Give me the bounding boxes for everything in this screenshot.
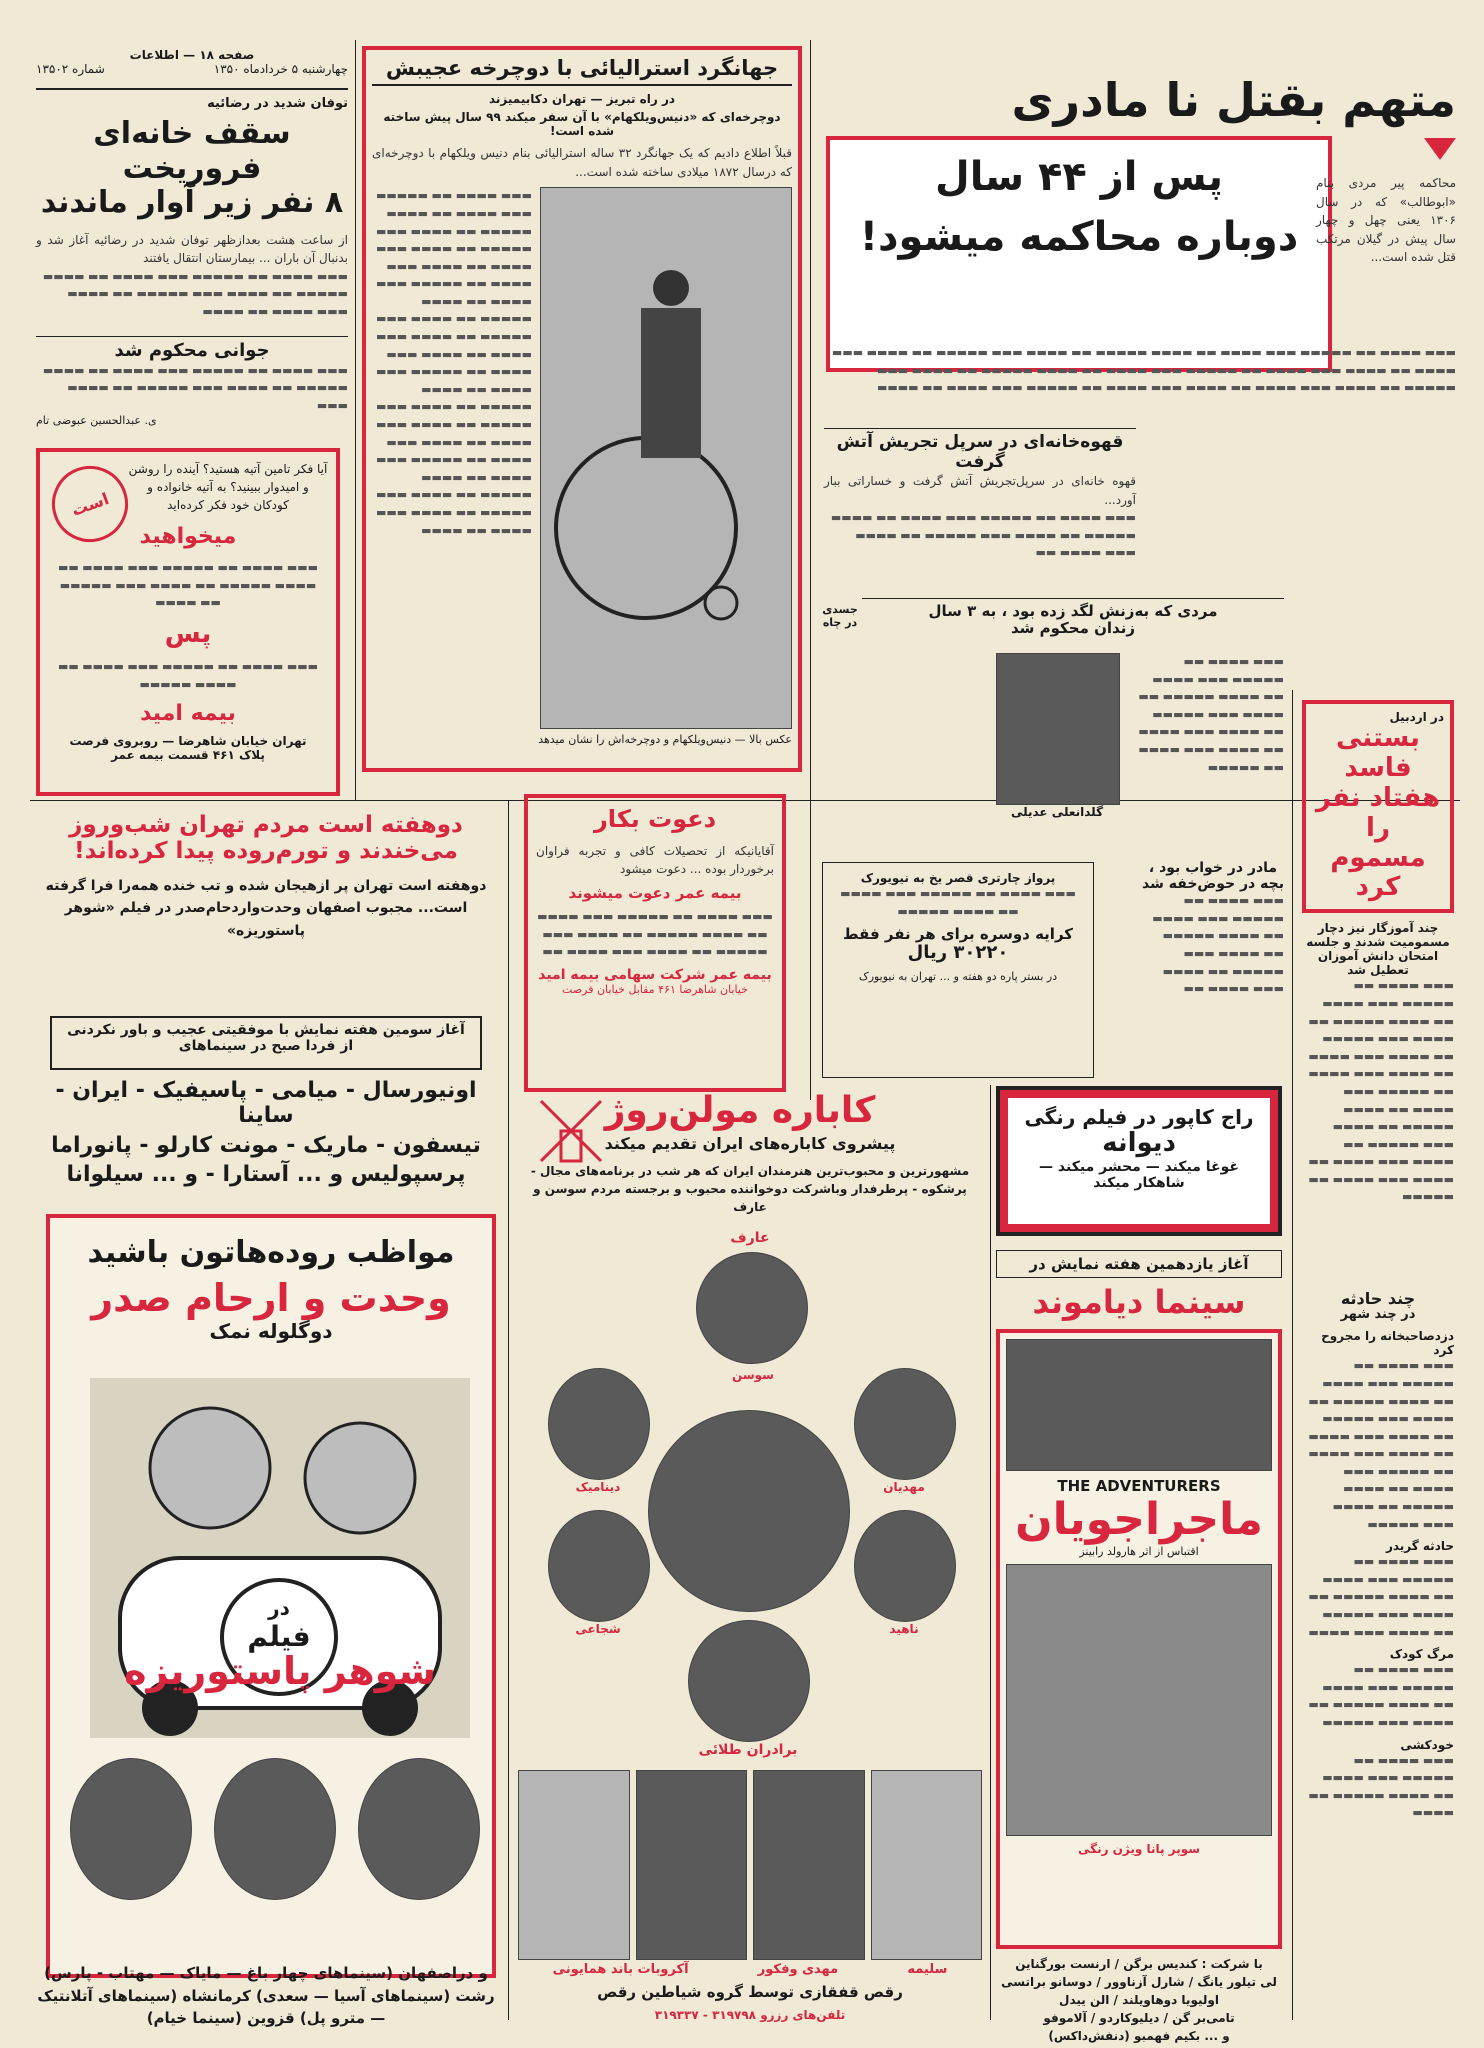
insurance-ad bbox=[36, 448, 340, 796]
ardabil-body: ▬▬▬ ▬▬▬▬ ▬▬ ▬▬▬▬▬ ▬▬▬ ▬▬▬▬ ▬▬ ▬▬▬▬ ▬▬▬▬▬ ▬▬ ▬▬▬▬ ▬▬▬ ▬▬▬▬▬ ▬▬ ▬▬▬▬ ▬▬▬ ▬▬▬▬ ▬▬ ▬▬▬▬ ▬▬▬ ▬▬▬▬ ▬▬ ▬▬▬▬▬ ▬▬▬ ▬▬▬▬ ▬▬ ▬▬▬▬ ▬▬▬▬▬ ▬▬ ▬▬▬▬ ▬▬▬ ▬▬▬▬▬ ▬▬ ▬▬▬▬ ▬▬▬ ▬▬▬▬ ▬▬ ▬▬▬▬ ▬▬▬ ▬▬▬▬ ▬▬ ▬▬▬▬▬ bbox=[1308, 979, 1454, 1204]
drowning-body: ▬▬▬ ▬▬▬▬ ▬▬ ▬▬▬▬▬ ▬▬▬ ▬▬▬▬ ▬▬ ▬▬▬▬ ▬▬▬▬▬ ▬▬ ▬▬▬▬ ▬▬▬ ▬▬▬▬▬ ▬▬ ▬▬▬▬ ▬▬▬ ▬▬▬▬ ▬▬ bbox=[1152, 894, 1284, 996]
adventurers-photo-main bbox=[1006, 1564, 1272, 1836]
storm-headline-1: سقف خانه‌ای فروریخت bbox=[93, 116, 291, 186]
murder-headline-1: مردی که به‌زنش لگد زده بود ، به ۳ سال bbox=[928, 602, 1218, 620]
storm-body: از ساعت هشت بعدازظهر توفان شدید در رضائیه آغاز شد و بدنبال آن باران ... بیمارستان انتقال یافتند bbox=[36, 232, 348, 266]
main-body-filler: ▬▬▬ ▬▬▬▬ ▬▬ ▬▬▬▬▬ ▬▬▬ ▬▬▬▬ ▬▬ ▬▬▬▬ ▬▬▬▬▬ ▬▬ ▬▬▬▬ ▬▬▬ ▬▬▬▬▬ ▬▬ ▬▬▬▬ ▬▬▬ ▬▬▬▬ ▬▬ ▬▬▬▬ ▬▬▬ ▬▬▬▬ ▬▬ ▬▬▬▬▬ ▬▬▬ ▬▬▬▬ ▬▬ ▬▬▬▬ ▬▬▬▬▬ ▬▬ ▬▬▬▬ ▬▬▬ ▬▬▬▬▬ ▬▬ ▬▬▬▬ ▬▬▬ ▬▬▬▬ ▬▬ ▬▬▬▬ ▬▬▬ ▬▬▬▬ ▬▬ ▬▬▬▬▬ ▬▬▬ ▬▬▬▬ ▬▬ ▬▬▬▬ bbox=[831, 346, 1456, 395]
performer-bottom-photo bbox=[688, 1620, 810, 1742]
murder-article bbox=[862, 598, 1284, 858]
film-husband-cities bbox=[36, 1962, 496, 2032]
comedy-headline-1: دوهفته است مردم تهران شب‌وروز bbox=[69, 812, 463, 838]
ardabil-sub: چند آموزگار نیز دچار مسمومیت شدند و جلسه امتحان دانش آموزان تعطیل شد bbox=[1306, 921, 1450, 978]
well-article bbox=[822, 604, 858, 854]
cabaret-footer: رقص قفقازی توسط گروه شیاطین رقص bbox=[597, 1983, 903, 2001]
actor-photo bbox=[214, 1758, 336, 1900]
penny-farthing-illustration bbox=[541, 188, 791, 728]
film-husband-cities-2: رشت (سینماهای آسیا — سعدی) کرمانشاه (سینماهای آتلانتیک — مترو پل) قزوین (سینما خیام) bbox=[37, 1986, 495, 2027]
job-company-highlight: بیمه عمر دعوت میشوند bbox=[568, 883, 742, 902]
cafe-fire-filler: ▬▬▬ ▬▬▬▬ ▬▬ ▬▬▬▬▬ ▬▬▬ ▬▬▬▬ ▬▬ ▬▬▬▬ ▬▬▬▬▬ ▬▬ ▬▬▬▬ ▬▬▬ ▬▬▬▬▬ ▬▬ ▬▬▬▬ ▬▬▬ ▬▬▬▬ ▬▬ bbox=[830, 511, 1136, 560]
comedy-headline-2: می‌خندند و تورم‌روده پیدا کرده‌اند! bbox=[74, 838, 458, 865]
storm-body-filler: ▬▬▬ ▬▬▬▬ ▬▬ ▬▬▬▬▬ ▬▬▬ ▬▬▬▬ ▬▬ ▬▬▬▬ ▬▬▬▬▬ ▬▬ ▬▬▬▬ ▬▬▬ ▬▬▬▬▬ ▬▬ ▬▬▬▬ ▬▬▬ ▬▬▬▬ ▬▬ ▬▬▬▬ bbox=[42, 269, 348, 318]
issue-date: چهارشنبه ۵ خردادماه ۱۳۵۰ bbox=[213, 62, 348, 76]
incident-2-body: ▬▬▬ ▬▬▬▬ ▬▬ ▬▬▬▬▬ ▬▬▬ ▬▬▬▬ ▬▬ ▬▬▬▬ ▬▬▬▬▬ ▬▬ ▬▬▬▬ ▬▬▬ ▬▬▬▬▬ ▬▬ ▬▬▬▬ ▬▬▬ ▬▬▬▬ bbox=[1308, 1555, 1454, 1639]
performer-r1-name: دینامیک bbox=[575, 1480, 621, 1494]
cabaret-bottom-photos bbox=[518, 1770, 982, 1960]
incident-1-body: ▬▬▬ ▬▬▬▬ ▬▬ ▬▬▬▬▬ ▬▬▬ ▬▬▬▬ ▬▬ ▬▬▬▬ ▬▬▬▬▬ ▬▬ ▬▬▬▬ ▬▬▬ ▬▬▬▬▬ ▬▬ ▬▬▬▬ ▬▬▬ ▬▬▬▬ ▬▬ ▬▬▬▬ ▬▬▬ ▬▬▬▬ ▬▬ ▬▬▬▬▬ ▬▬▬ ▬▬▬▬ ▬▬ ▬▬▬▬ ▬▬▬▬▬ ▬▬ ▬▬▬▬ ▬▬▬ ▬▬▬▬▬ bbox=[1308, 1359, 1454, 1531]
incidents-column bbox=[1302, 1290, 1454, 2030]
performer-b1-name: سلیمه bbox=[907, 1962, 948, 1977]
cinema-list bbox=[36, 1078, 496, 1208]
adventurers-cast-4: تامی‌بر گن / دیلیوکاردو / آلاموفو bbox=[1043, 2010, 1235, 2025]
column-rule bbox=[990, 1085, 991, 2020]
insurance-want: میخواهید bbox=[139, 524, 237, 549]
performer-l1-photo bbox=[854, 1368, 956, 1480]
cyclist-body-filler: ▬▬▬ ▬▬▬▬ ▬▬ ▬▬▬▬▬ ▬▬▬ ▬▬▬▬ ▬▬ ▬▬▬▬ ▬▬▬▬▬ ▬▬ ▬▬▬▬ ▬▬▬ ▬▬▬▬▬ ▬▬ ▬▬▬▬ ▬▬▬ ▬▬▬▬ ▬▬ ▬▬▬▬ ▬▬▬ ▬▬▬▬ ▬▬ ▬▬▬▬▬ ▬▬▬ ▬▬▬▬ ▬▬ ▬▬▬▬ ▬▬▬▬▬ ▬▬ ▬▬▬▬ ▬▬▬ ▬▬▬▬▬ ▬▬ ▬▬▬▬ ▬▬▬ ▬▬▬▬ ▬▬ ▬▬▬▬ ▬▬▬ ▬▬▬▬ ▬▬ ▬▬▬▬▬ ▬▬▬ ▬▬▬▬ ▬▬ ▬▬▬▬ ▬▬▬▬▬ ▬▬ ▬▬▬▬ ▬▬▬ ▬▬▬▬▬ ▬▬ ▬▬▬▬ ▬▬▬ ▬▬▬▬ ▬▬ ▬▬▬▬ ▬▬▬ ▬▬▬▬ ▬▬ ▬▬▬▬▬ ▬▬▬ ▬▬▬▬ ▬▬ ▬▬▬▬ ▬▬▬▬▬ ▬▬ ▬▬▬▬ ▬▬▬ ▬▬▬▬▬ ▬▬ ▬▬▬▬ ▬▬▬ ▬▬▬▬ ▬▬ ▬▬▬▬ bbox=[376, 189, 532, 537]
storm-kicker: توفان شدید در رضائیه bbox=[207, 96, 348, 111]
well-headline: جسدی در چاه bbox=[822, 603, 858, 629]
youth-headline: جوانی محکوم شد bbox=[114, 340, 270, 361]
flight-ad bbox=[822, 862, 1094, 1078]
ardabil-kicker: در اردبیل bbox=[1389, 710, 1444, 724]
raj-line-1: راج کاپور در فیلم رنگی bbox=[1024, 1105, 1254, 1129]
performer-b2-photo bbox=[753, 1770, 865, 1960]
adventurers-photo-top bbox=[1006, 1339, 1272, 1471]
cabaret-phone: تلفن‌های رزرو ۳۱۹۷۹۸ - ۳۱۹۳۳۷ bbox=[654, 2008, 846, 2022]
adventurers-cast-1: با شرکت : کندیس برگن / ارنست بورگناین bbox=[1015, 1956, 1263, 1971]
actor-photo bbox=[70, 1758, 192, 1900]
insurance-company: بیمه امید bbox=[140, 701, 236, 727]
windmill-icon bbox=[536, 1096, 606, 1166]
performer-top-name: عارف bbox=[730, 1230, 770, 1246]
performer-b3-photo bbox=[636, 1770, 748, 1960]
incidents-title: چند حادثه bbox=[1340, 1289, 1416, 1308]
adventurers-cinema: سینما دیاموند bbox=[1032, 1283, 1246, 1321]
job-headline: دعوت بکار bbox=[593, 805, 717, 833]
cabaret-sub: پیشروی کاباره‌های ایران تقدیم میکند bbox=[604, 1134, 896, 1154]
red-arrow-icon bbox=[1424, 138, 1456, 160]
stamp-badge: است bbox=[41, 455, 138, 552]
flight-line-1: پرواز چارتری قصر یخ به نیویورک bbox=[860, 871, 1056, 885]
performer-bottom-name: برادران طلائی bbox=[698, 1742, 798, 1758]
performer-b4-photo bbox=[518, 1770, 630, 1960]
cabaret-bottom-names bbox=[518, 1962, 982, 1977]
film-badge-2: فیلم bbox=[247, 1620, 311, 1653]
insurance-address: تهران خیابان شاهرضا — روبروی فرصت bbox=[69, 734, 307, 749]
convict-photo bbox=[996, 653, 1120, 805]
performer-l2-name: ناهید bbox=[889, 1622, 919, 1636]
spacer bbox=[826, 598, 858, 599]
adventurers-cast bbox=[996, 1955, 1282, 2045]
incident-1-title: دزدصاحبخانه را مجروح کرد bbox=[1321, 1329, 1454, 1358]
cyclist-photo bbox=[540, 187, 792, 729]
murder-body: ▬▬▬ ▬▬▬▬ ▬▬ ▬▬▬▬▬ ▬▬▬ ▬▬▬▬ ▬▬ ▬▬▬▬ ▬▬▬▬▬ ▬▬ ▬▬▬▬ ▬▬▬ ▬▬▬▬▬ ▬▬ ▬▬▬▬ ▬▬▬ ▬▬▬▬ ▬▬ ▬▬▬▬ ▬▬▬ ▬▬▬▬ ▬▬ ▬▬▬▬▬ bbox=[1138, 655, 1284, 774]
performer-r1-photo bbox=[548, 1368, 650, 1480]
issue-number: شماره ۱۳۵۰۲ bbox=[36, 62, 105, 76]
performer-r2-photo bbox=[548, 1510, 650, 1622]
youth-body: ▬▬▬ ▬▬▬▬ ▬▬ ▬▬▬▬▬ ▬▬▬ ▬▬▬▬ ▬▬ ▬▬▬▬ ▬▬▬▬▬ ▬▬ ▬▬▬▬ ▬▬▬ ▬▬▬▬▬ ▬▬ ▬▬▬▬ ▬▬▬ bbox=[42, 363, 348, 412]
page-number: صفحه ۱۸ — اطلاعات bbox=[129, 48, 255, 62]
film-badge-1: در bbox=[268, 1596, 290, 1620]
adventurers-badge: سوپر پانا ویژن رنگی bbox=[1077, 1842, 1201, 1857]
comedy-start-box: آغاز سومین هفته نمایش با موفقیتی عجیب و باور نکردنی از فردا صبح در سینماهای bbox=[50, 1016, 482, 1070]
incident-3-title: مرگ کودک bbox=[1389, 1647, 1454, 1662]
cafe-fire-headline: قهوه‌خانه‌ای در سرپل تجریش آتش گرفت bbox=[836, 432, 1124, 472]
comedy-body: دوهفته است تهران پر ازهیجان شده و تب خنده همه‌را فرا گرفته است... مجبوب اصفهان وحدت‌واردحام‌صدر در فیلم «شوهر پاستوریزه» bbox=[45, 877, 487, 939]
film-husband-tagline: مواظب روده‌هاتون باشید bbox=[87, 1235, 455, 1270]
cabaret-ad bbox=[518, 1090, 982, 2035]
main-body: محاکمه پیر مردی بنام «ابوطالب» که در سال ۱۳۰۶ یعنی چهل و چهار سال پیش در گیلان مرتکب قتل شده است... bbox=[1316, 176, 1456, 265]
insurance-body-2: ▬▬▬ ▬▬▬▬ ▬▬ ▬▬▬▬▬ ▬▬▬ ▬▬▬▬ ▬▬ ▬▬▬▬ ▬▬▬▬▬ bbox=[57, 659, 319, 691]
flight-line-2: کرایه دوسره برای هر نفر فقط bbox=[842, 925, 1074, 944]
adventurers-fa-title: ماجراجویان bbox=[1015, 1493, 1263, 1545]
cinema-list-line-2: تیسفون - ماریک - مونت کارلو - پانوراما bbox=[51, 1132, 481, 1158]
adventurers-en-title: THE ADVENTURERS bbox=[1057, 1476, 1221, 1495]
adventurers-cast-5: و ... بکیم فهمبو (دنفش‌داکس) bbox=[1048, 2028, 1230, 2043]
cyclist-article bbox=[362, 46, 802, 772]
job-body-filler: ▬▬▬ ▬▬▬▬ ▬▬ ▬▬▬▬▬ ▬▬▬ ▬▬▬▬ ▬▬ ▬▬▬▬ ▬▬▬▬▬ ▬▬ ▬▬▬▬ ▬▬▬ ▬▬▬▬▬ ▬▬ ▬▬▬▬ ▬▬▬ ▬▬▬▬ ▬▬ bbox=[537, 910, 773, 959]
cyclist-caption: عکس بالا — دنیس‌ویلکهام و دوچرخه‌اش را نشان میدهد bbox=[538, 733, 792, 747]
cabaret-title: کاباره مولن‌روژ bbox=[604, 1090, 876, 1131]
drowning-headline-2: بچه در حوض‌خفه شد bbox=[1142, 876, 1284, 893]
cyclist-sub-2: دوچرخه‌ای که «دنیس‌ویلکهام» با آن سفر میکند ۹۹ سال پیش ساخته شده است! bbox=[383, 110, 781, 139]
performer-center-name: سوسن bbox=[732, 1368, 774, 1382]
ardabil-headline-3: مسموم کرد bbox=[1330, 842, 1426, 903]
film-husband-photos bbox=[70, 1758, 480, 1898]
adventurers-head: آغاز یازدهمین هفته نمایش در bbox=[996, 1250, 1282, 1278]
ardabil-headline-2: هفتاد نفر را bbox=[1315, 782, 1441, 843]
actor-photo bbox=[358, 1758, 480, 1900]
insurance-body: ▬▬▬ ▬▬▬▬ ▬▬ ▬▬▬▬▬ ▬▬▬ ▬▬▬▬ ▬▬ ▬▬▬▬ ▬▬▬▬▬ ▬▬ ▬▬▬▬ ▬▬▬ ▬▬▬▬▬ ▬▬ ▬▬▬▬ bbox=[57, 561, 319, 610]
performer-b3-name: آکروبات باند همایونی bbox=[552, 1962, 689, 1977]
flight-price: ۳۰۲۲۰ ریال bbox=[907, 942, 1009, 964]
film-husband-stars: وحدت و ارحام صدر bbox=[91, 1275, 451, 1320]
spacer bbox=[820, 596, 860, 597]
column-rule bbox=[355, 40, 356, 800]
performer-l1-name: مهدیان bbox=[883, 1480, 925, 1494]
cartoon-illustration bbox=[90, 1378, 470, 1738]
adventurers-cast-2: لی تیلور یانگ / شارل آزناوور / دوسانو براتسی bbox=[1001, 1974, 1277, 1989]
insurance-intro: آیا فکر تامین آتیه هستید؟ آینده را روشن و امیدوار ببینید؟ به آتیه خانواده و کودکان خود فکر کرده‌اید bbox=[128, 462, 328, 512]
raj-kapoor-ad bbox=[996, 1086, 1282, 1236]
raj-line-4: شاهکار میکند bbox=[1093, 1174, 1185, 1191]
job-footer: بیمه عمر شرکت سهامی بیمه امید bbox=[538, 966, 772, 983]
drowning-headline-1: مادر در خواب بود ، bbox=[1148, 860, 1278, 876]
cinema-list-line-3: پرسپولیس و ... آستارا - و ... سیلوانا bbox=[66, 1161, 466, 1187]
storm-article bbox=[36, 96, 348, 336]
incidents-sub: در چند شهر bbox=[1340, 1307, 1416, 1323]
main-headline: متهم بقتل نا مادری bbox=[1011, 73, 1456, 127]
film-husband-cities-1: و دراصفهان (سینماهای چهار باغ — مایاک — مهتاب - پارس) bbox=[44, 1964, 488, 1982]
youth-signature: ی. عبدالحسین عبوضی تام bbox=[36, 414, 157, 428]
job-body: آقایانیکه از تحصیلات کافی و تجربه فراوان برخوردار بوده ... دعوت میشود bbox=[536, 843, 774, 877]
cyclist-body: قبلاً اطلاع دادیم که یک جهانگرد ۳۲ ساله استرالیائی بنام دنیس ویلکهام با دوچرخه‌ای که درسال ۱۸۷۲ میلادی ساخته شده است... bbox=[372, 146, 792, 179]
insurance-pas: پس bbox=[164, 619, 212, 650]
main-subhead-box bbox=[826, 136, 1332, 372]
insurance-phone: پلاک ۴۶۱ قسمت بیمه عمر bbox=[111, 748, 265, 763]
storm-headline-2: ۸ نفر زیر آوار ماندند bbox=[40, 185, 344, 220]
adventurers-ad bbox=[996, 1250, 1282, 2043]
adventurers-poster bbox=[996, 1329, 1282, 1949]
cafe-fire-body: قهوه خانه‌ای در سرپل‌تجریش آتش گرفت و خساراتی ببار آورد... bbox=[824, 474, 1136, 507]
film-husband-ad bbox=[46, 1214, 496, 1978]
performer-b1-photo bbox=[871, 1770, 983, 1960]
ardabil-headline-1: بستنی فاسد bbox=[1336, 723, 1420, 783]
performer-top-photo bbox=[696, 1252, 808, 1364]
cyclist-sub-1: در راه تبریز — تهران دکابیمیزند bbox=[488, 92, 676, 107]
film-husband-name: شوهر پاستوریزه bbox=[124, 1649, 436, 1693]
main-article bbox=[826, 74, 1456, 340]
main-subhead-1: پس از ۴۴ سال bbox=[935, 154, 1223, 200]
film-husband-sub: دوگلوله نمک bbox=[209, 1319, 333, 1344]
performer-r2-name: شجاعی bbox=[575, 1622, 621, 1636]
cabaret-body: مشهورترین و محبوب‌ترین هنرمندان ایران که هر شب در برنامه‌های مجال - پرشکوه - پرطرفدار وبا‌شرکت دوخواننده محبوب و برجسته مردم سوسن و عارف bbox=[530, 1163, 970, 1214]
adventurers-desc: اقتباس از اثر هارولد رابینز bbox=[1079, 1545, 1199, 1559]
column-rule bbox=[810, 40, 811, 1100]
performer-l2-photo bbox=[854, 1510, 956, 1622]
cafe-fire-article bbox=[824, 428, 1136, 598]
page-header bbox=[36, 48, 348, 90]
murder-headline-2: زندان محکوم شد bbox=[1011, 619, 1135, 638]
incident-3-body: ▬▬▬ ▬▬▬▬ ▬▬ ▬▬▬▬▬ ▬▬▬ ▬▬▬▬ ▬▬ ▬▬▬▬ ▬▬▬▬▬ ▬▬ ▬▬▬▬ ▬▬▬ ▬▬▬▬▬ bbox=[1308, 1663, 1454, 1730]
column-rule bbox=[1292, 690, 1293, 2020]
job-address: خیابان شاهرضا ۴۶۱ مقابل خیابان فرصت bbox=[562, 982, 748, 996]
column-rule bbox=[508, 800, 509, 2020]
performer-center-photo bbox=[648, 1410, 850, 1612]
convict-photo-caption: گلدانعلی عدیلی bbox=[1010, 805, 1104, 819]
flight-line-3: در بستر پاره دو هفته و ... تهران به نیویورک bbox=[858, 970, 1058, 984]
cinema-list-line-1: اونیورسال - میامی - پاسیفیک - ایران - ساینا bbox=[55, 1078, 477, 1129]
cyclist-headline: جهانگرد استرالیائی با دوچرخه عجیبش bbox=[372, 56, 792, 86]
raj-line-2: دیوانه bbox=[1102, 1128, 1176, 1158]
raj-line-3: غوغا میکند — محشر میکند — bbox=[1039, 1158, 1239, 1175]
job-ad bbox=[524, 794, 786, 1092]
adventurers-cast-3: اولیویا دوهاویلند / الن ییدل bbox=[1059, 1992, 1219, 2007]
comedy-article bbox=[36, 812, 496, 972]
incident-2-title: حادثه گریدر bbox=[1385, 1539, 1454, 1554]
ardabil-article bbox=[1302, 700, 1454, 1260]
performer-b2-name: مهدی وفکور bbox=[757, 1962, 839, 1977]
youth-article bbox=[36, 336, 348, 436]
flight-body: ▬▬▬ ▬▬▬▬ ▬▬ ▬▬▬▬▬ ▬▬▬ ▬▬▬▬ ▬▬ ▬▬▬▬ ▬▬▬▬▬ bbox=[840, 887, 1076, 918]
drowning-article bbox=[1142, 860, 1284, 1080]
main-subhead-2: دوباره محاکمه میشود! bbox=[859, 214, 1299, 260]
incident-4-body: ▬▬▬ ▬▬▬▬ ▬▬ ▬▬▬▬▬ ▬▬▬ ▬▬▬▬ ▬▬ ▬▬▬▬ ▬▬▬▬▬ ▬▬ ▬▬▬▬ bbox=[1308, 1753, 1454, 1820]
incident-4-title: خودکشی bbox=[1400, 1737, 1454, 1752]
